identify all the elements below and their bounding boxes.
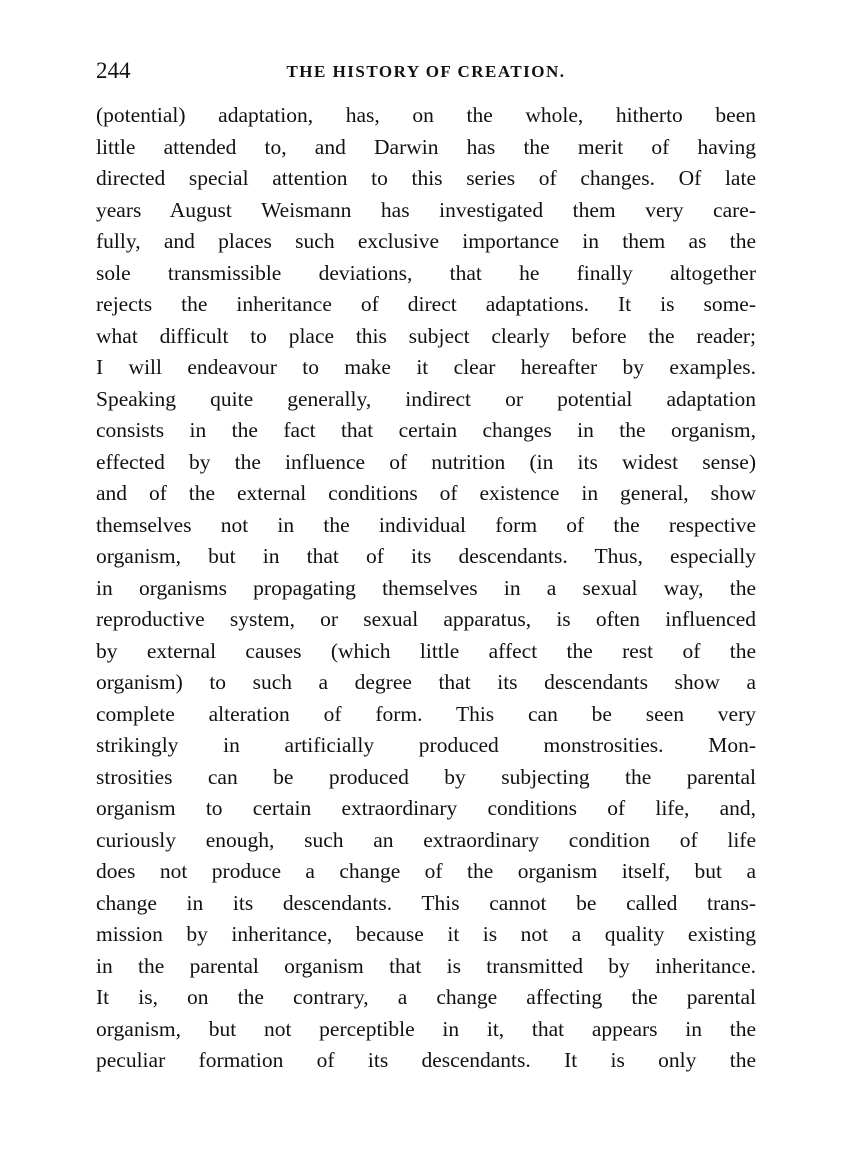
text-line: organism to certain extraordinary conditions of life, and,	[96, 796, 756, 820]
text-line: I will endeavour to make it clear hereafter by examples.	[96, 355, 756, 379]
body-paragraph	[96, 100, 756, 1077]
text-line: consists in the fact that certain changes in the organism,	[96, 418, 756, 442]
text-line: sole transmissible deviations, that he finally altogether	[96, 260, 756, 285]
running-title: THE HISTORY OF CREATION.	[286, 62, 566, 81]
text-line: change in its descendants. This cannot be called trans-	[96, 890, 756, 915]
text-line: effected by the influence of nutrition (in its widest sense)	[96, 449, 756, 474]
text-line: themselves not in the individual form of the respective	[96, 512, 756, 537]
text-line: years August Weismann has investigated them very care-	[96, 197, 756, 222]
book-page	[96, 48, 756, 1077]
text-line: curiously enough, such an extraordinary condition of life	[96, 827, 756, 852]
page-number: 244	[96, 58, 131, 83]
text-line: It is, on the contrary, a change affecting the parental	[96, 985, 756, 1009]
text-line: in organisms propagating themselves in a sexual way, the	[96, 575, 756, 600]
text-line: what difficult to place this subject clearly before the reader;	[96, 323, 756, 348]
text-line: does not produce a change of the organism itself, but a	[96, 859, 756, 883]
text-line: in the parental organism that is transmitted by inheritance.	[96, 953, 756, 978]
text-line: Speaking quite generally, indirect or potential adaptation	[96, 386, 756, 411]
text-line: organism, but in that of its descendants. Thus, especially	[96, 544, 756, 568]
text-line: complete alteration of form. This can be seen very	[96, 701, 756, 726]
text-line: organism, but not perceptible in it, that appears in the	[96, 1016, 756, 1041]
text-line: strosities can be produced by subjecting the parental	[96, 764, 756, 789]
text-line: peculiar formation of its descendants. It is only the	[96, 1048, 756, 1072]
text-line: by external causes (which little affect the rest of the	[96, 638, 756, 663]
text-line: directed special attention to this series of changes. Of late	[96, 166, 756, 190]
text-line: and of the external conditions of existence in general, show	[96, 481, 756, 505]
text-line: (potential) adaptation, has, on the whole, hitherto been	[96, 103, 756, 127]
text-line: strikingly in artificially produced monstrosities. Mon-	[96, 733, 756, 757]
text-line: organism) to such a degree that its descendants show a	[96, 670, 756, 694]
text-line: little attended to, and Darwin has the merit of having	[96, 134, 756, 159]
text-line: fully, and places such exclusive importance in them as the	[96, 229, 756, 253]
text-line: mission by inheritance, because it is not a quality existing	[96, 922, 756, 946]
text-line: rejects the inheritance of direct adaptations. It is some-	[96, 292, 756, 316]
text-line: reproductive system, or sexual apparatus, is often influenced	[96, 607, 756, 631]
running-header	[96, 48, 756, 100]
